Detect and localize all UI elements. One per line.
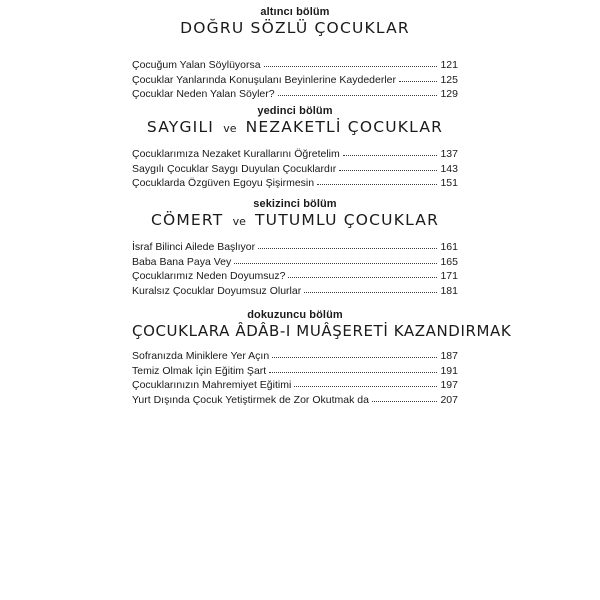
heading-conjunction: ve xyxy=(223,122,237,135)
chapter-kicker: altıncı bölüm xyxy=(260,6,330,18)
dot-leader xyxy=(339,162,437,171)
toc-entry[interactable] xyxy=(132,163,458,178)
entry-title: Saygılı Çocuklar Saygı Duyulan Çocuklardır xyxy=(132,162,337,175)
chapter-entries xyxy=(132,241,458,299)
toc-entry[interactable] xyxy=(132,177,458,192)
dot-leader xyxy=(234,255,437,264)
entry-title: Çocuklarda Özgüven Egoyu Şişirmesin xyxy=(132,177,315,189)
entry-title: Çocuklarınızın Mahremiyet Eğitimi xyxy=(132,379,292,391)
entry-page-number: 191 xyxy=(440,364,458,377)
toc-entry[interactable] xyxy=(132,394,458,409)
entry-title: Yurt Dışında Çocuk Yetiştirmek de Zor Okutmak da xyxy=(132,393,369,406)
dot-leader xyxy=(343,147,438,156)
dot-leader xyxy=(278,87,438,96)
entry-title: Sofranızda Miniklere Yer Açın xyxy=(132,350,270,362)
toc-entry[interactable] xyxy=(132,285,458,300)
entry-page-number: 187 xyxy=(440,350,458,362)
toc-entry[interactable] xyxy=(132,59,458,74)
dot-leader xyxy=(317,176,437,185)
toc-entry[interactable] xyxy=(132,365,458,380)
entry-page-number: 165 xyxy=(440,255,458,268)
dot-leader xyxy=(264,58,438,67)
dot-leader xyxy=(258,240,437,249)
entry-page-number: 129 xyxy=(440,88,458,100)
chapter-entries xyxy=(132,59,458,103)
entry-title: Çocuklarımız Neden Doyumsuz? xyxy=(132,270,286,282)
toc-entry[interactable] xyxy=(132,379,458,394)
dot-leader xyxy=(272,349,437,358)
heading-part: CÖMERT xyxy=(150,211,224,229)
entry-title: Kuralsız Çocuklar Doyumsuz Olurlar xyxy=(132,284,302,297)
entry-page-number: 121 xyxy=(440,59,458,71)
toc-entry[interactable] xyxy=(132,74,458,89)
toc-entry[interactable] xyxy=(132,350,458,365)
toc-entry[interactable] xyxy=(132,256,458,271)
entry-page-number: 197 xyxy=(440,379,458,391)
chapter-kicker: dokuzuncu bölüm xyxy=(247,309,343,321)
entry-page-number: 171 xyxy=(440,270,458,282)
entry-page-number: 181 xyxy=(440,284,458,297)
entry-title: Çocuklarımıza Nezaket Kurallarını Öğretelim xyxy=(132,148,340,160)
entry-title: Çocuğum Yalan Söylüyorsa xyxy=(132,59,261,71)
entry-title: Çocuklar Neden Yalan Söyler? xyxy=(132,88,275,100)
heading-part: TUTUMLU ÇOCUKLAR xyxy=(255,211,440,229)
toc-entry[interactable] xyxy=(132,88,458,103)
chapter-entries xyxy=(132,350,458,408)
chapter-heading xyxy=(132,118,458,140)
chapter-kicker: yedinci bölüm xyxy=(257,105,333,117)
chapter-7 xyxy=(132,105,458,192)
chapter-8 xyxy=(132,198,458,299)
entry-page-number: 137 xyxy=(440,148,458,160)
heading-part: SAYGILI xyxy=(146,118,215,136)
entry-title: İsraf Bilinci Ailede Başlıyor xyxy=(132,241,256,253)
heading-conjunction: ve xyxy=(232,215,246,228)
toc-entry[interactable] xyxy=(132,148,458,163)
entry-title: Baba Bana Paya Vey xyxy=(132,255,232,268)
entry-page-number: 161 xyxy=(440,241,458,253)
chapter-heading xyxy=(132,211,458,233)
chapter-heading: DOĞRU SÖZLÜ ÇOCUKLAR xyxy=(180,19,410,37)
entry-title: Temiz Olmak İçin Eğitim Şart xyxy=(132,364,267,377)
dot-leader xyxy=(372,393,438,402)
toc-entry[interactable] xyxy=(132,270,458,285)
entry-title: Çocuklar Yanlarında Konuşulanı Beyinlerine Kaydederler xyxy=(132,73,397,86)
chapter-6 xyxy=(132,6,458,103)
entry-page-number: 207 xyxy=(440,393,458,406)
dot-leader xyxy=(399,73,437,82)
heading-part: NEZAKETLİ ÇOCUKLAR xyxy=(245,118,444,136)
chapter-kicker: sekizinci bölüm xyxy=(253,198,337,210)
chapter-9 xyxy=(132,309,512,408)
dot-leader xyxy=(294,378,437,387)
entry-page-number: 143 xyxy=(440,162,458,175)
entry-page-number: 125 xyxy=(440,73,458,86)
chapter-entries xyxy=(132,148,458,192)
dot-leader xyxy=(288,269,437,278)
entry-page-number: 151 xyxy=(440,177,458,189)
chapter-heading: ÇOCUKLARA ÂDÂB-I MUÂŞERETİ KAZANDIRMAK xyxy=(132,322,512,340)
toc-entry[interactable] xyxy=(132,241,458,256)
dot-leader xyxy=(269,364,437,373)
dot-leader xyxy=(304,284,437,293)
